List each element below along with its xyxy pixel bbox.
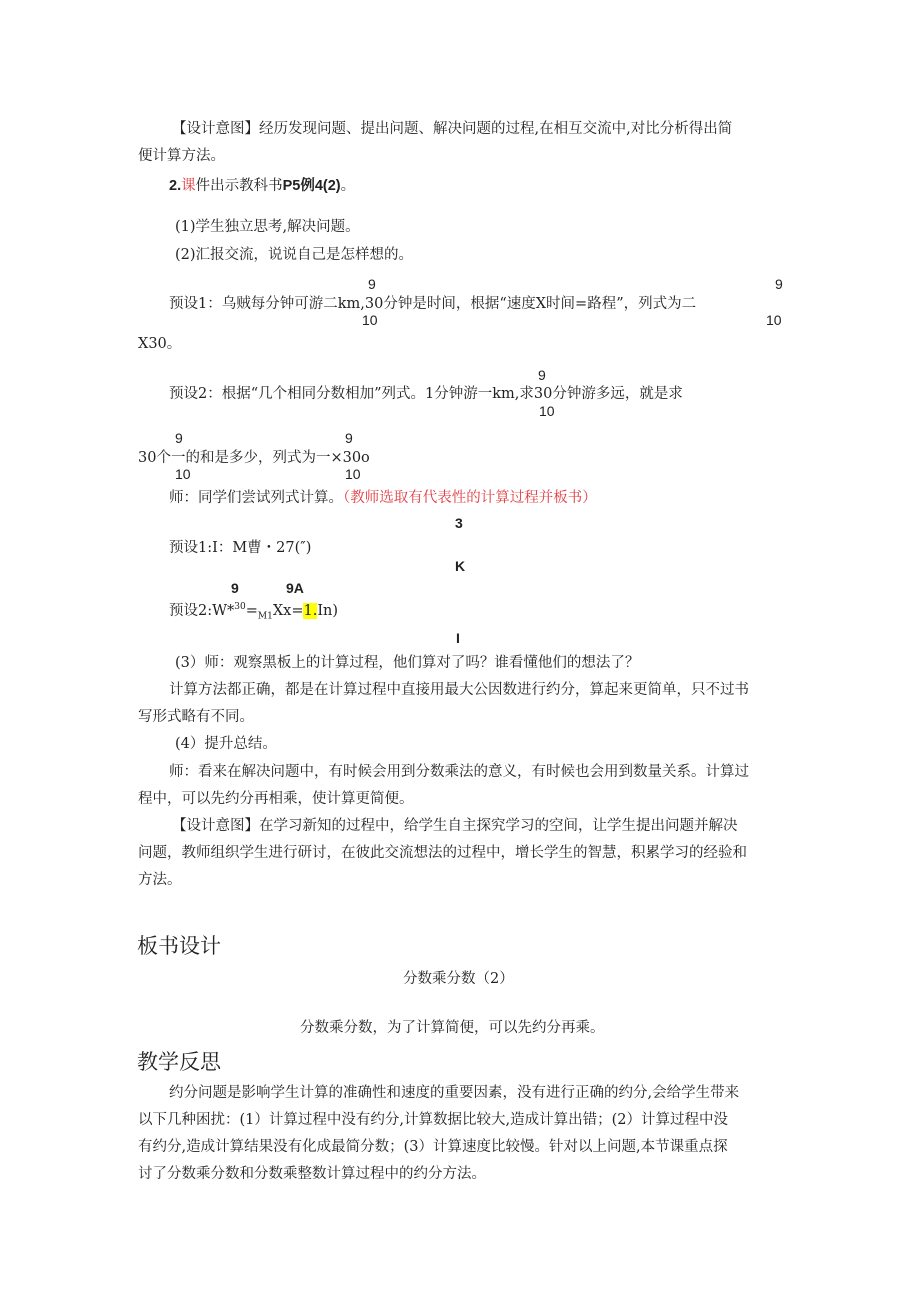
preset1-line-2: X30。: [138, 336, 182, 352]
intent-line-2: 便计算方法。: [138, 148, 225, 164]
calc2-mid: =: [245, 602, 258, 619]
preset2-line-1: 预设2：根据“几个相同分数相加”列式。1分钟游一km,求30分钟游多远，就是求: [169, 386, 683, 402]
intent2-line-3: 方法。: [138, 872, 182, 888]
preset1-line-1: 预设1：乌贼每分钟可游二km,30分钟是时间，根据“速度X时间=路程”，列式为二: [169, 296, 697, 312]
calc1-line: 预设1:I：M曹・27(″): [169, 540, 312, 556]
preset1-frac2-numerator: 9: [775, 276, 783, 292]
reflection-heading: 教学反思: [137, 1050, 221, 1074]
preset2-line-2: 30个一的和是多少，列式为一×30o: [138, 450, 370, 466]
calc2-top-a: 9: [231, 580, 239, 596]
calc2-top-b: 9A: [286, 580, 304, 596]
preset1-frac-numerator: 9: [368, 276, 376, 292]
reflection-line-4: 讨了分数乘分数和分数乘整数计算过程中的约分方法。: [138, 1166, 486, 1182]
teacher-prompt-text: 师：同学们尝试列式计算。: [169, 490, 343, 506]
preset2-frac3-numerator: 9: [175, 430, 183, 446]
calc2-post: Xx=: [272, 602, 304, 619]
preset2-frac-numerator: 9: [538, 367, 546, 383]
board-title: 分数乘分数（2）: [403, 971, 514, 987]
step2-number: 2.: [169, 178, 182, 194]
preset2-frac4-denominator: 10: [345, 466, 361, 482]
step3-text: (3）师：观察黑板上的计算过程，他们算对了吗？谁看懂他们的想法了？: [175, 655, 640, 671]
intent2-line-1: 【设计意图】在学习新知的过程中，给学生自主探究学习的空间，让学生提出问题并解决: [172, 818, 738, 834]
method-line-1: 计算方法都正确，都是在计算过程中直接用最大公因数进行约分，算起来更简单，只不过书: [169, 682, 749, 698]
calc2-sub: M1: [257, 611, 273, 622]
sub-step-1: (1)学生独立思考,解决问题。: [175, 219, 360, 235]
reflection-line-3: 有约分,造成计算结果没有化成最简分数；(3）计算速度比较慢。针对以上问题,本节课重点探: [138, 1139, 728, 1155]
calc2-below-mark: I: [456, 630, 460, 646]
board-content: 分数乘分数，为了计算简便，可以先约分再乘。: [300, 1020, 605, 1036]
teacher-prompt: [169, 488, 597, 508]
board-heading: 板书设计: [137, 934, 221, 958]
reflection-line-1: 约分问题是影响学生计算的准确性和速度的重要因素，没有进行正确的约分,会给学生带来: [169, 1085, 740, 1101]
step2-text: 件出示教科书: [195, 178, 283, 194]
preset2-frac3-denominator: 10: [175, 466, 191, 482]
teacher-summary-line-2: 程中，可以先约分再相乘，使计算更简便。: [138, 791, 414, 807]
intent2-line-2: 问题，教师组织学生进行研讨，在彼此交流想法的过程中，增长学生的智慧，积累学习的经验和: [138, 845, 747, 861]
reflection-line-2: 以下几种困扰：(1）计算过程中没有约分,计算数据比较大,造成计算出错；(2）计算过程中没: [138, 1112, 728, 1128]
step2-keyword: 课: [181, 178, 196, 194]
step2-ref: P5例4(2): [282, 178, 341, 194]
calc1-below-mark: K: [455, 558, 466, 574]
method-line-2: 写形式略有不同。: [138, 709, 254, 725]
calc2-tail: In): [317, 602, 339, 619]
step4-text: (4）提升总结。: [175, 736, 277, 752]
calc2-pre: 预设2:W*: [169, 602, 235, 619]
preset2-frac4-numerator: 9: [345, 430, 353, 446]
teacher-prompt-note: （教师选取有代表性的计算过程并板书）: [343, 490, 597, 506]
sub-step-2: (2)汇报交流，说说自己是怎样想的。: [175, 247, 414, 263]
preset1-frac2-denominator: 10: [766, 312, 782, 328]
step2-line: [169, 176, 355, 196]
preset2-frac-denominator: 10: [539, 403, 555, 419]
calc2-sup: 30: [234, 602, 246, 612]
calc1-top-mark: 3: [455, 515, 463, 531]
preset1-frac-denominator: 10: [362, 312, 378, 328]
calc2-highlight: 1.: [303, 602, 318, 619]
calc2-line: [169, 597, 338, 627]
teacher-summary-line-1: 师：看来在解决问题中，有时候会用到分数乘法的意义，有时候也会用到数量关系。计算过: [169, 764, 749, 780]
intent-line-1: 【设计意图】经历发现问题、提出问题、解决问题的过程,在相互交流中,对比分析得出简: [172, 121, 733, 137]
step2-end: 。: [340, 178, 356, 194]
